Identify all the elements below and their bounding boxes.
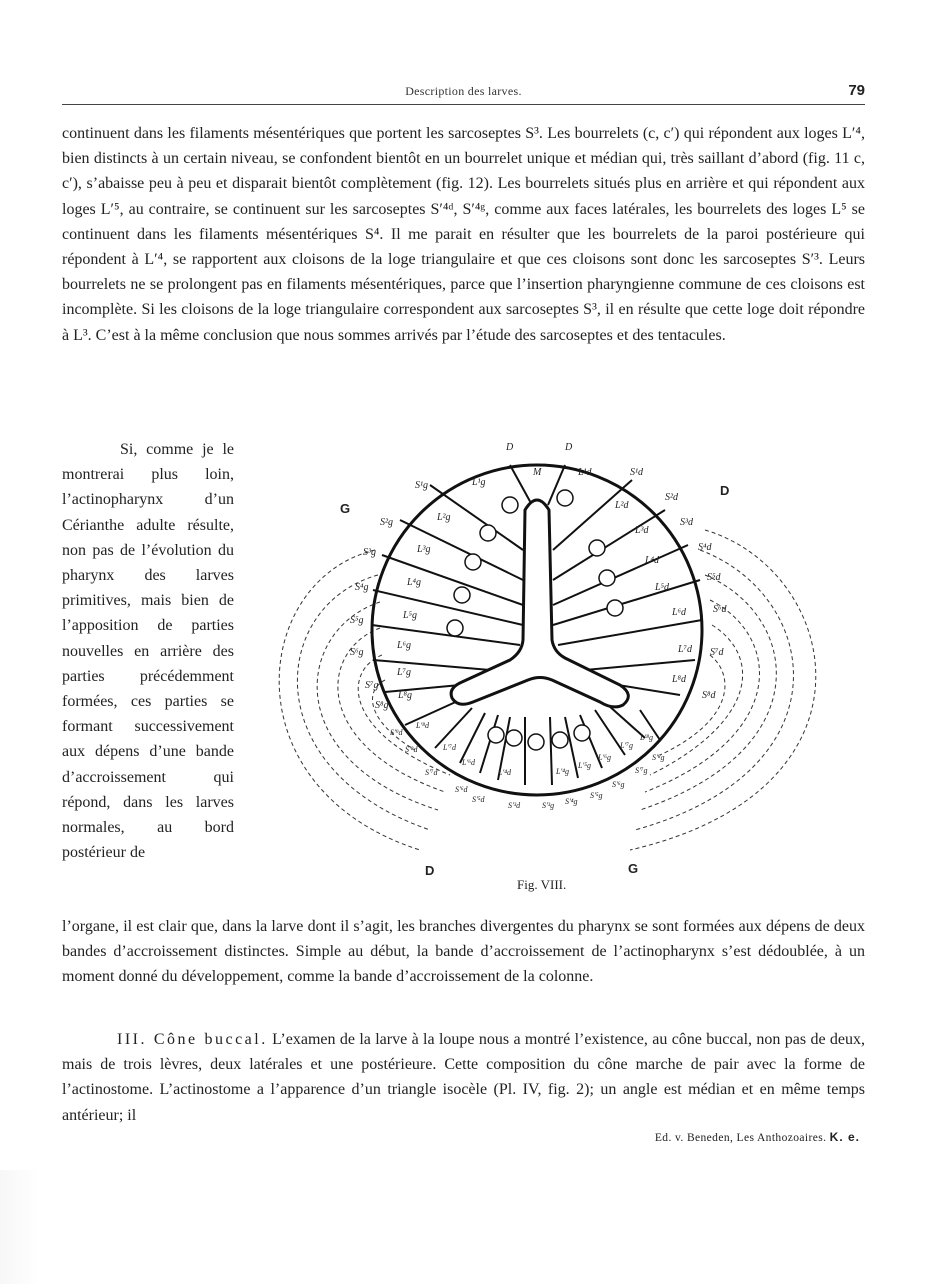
svg-text:L′⁵g: L′⁵g: [578, 761, 591, 770]
svg-text:S⁴g: S⁴g: [355, 582, 369, 593]
svg-text:L⁴d: L⁴d: [645, 555, 660, 566]
svg-text:D: D: [506, 442, 514, 453]
svg-text:L³d: L³d: [635, 525, 649, 536]
svg-text:S³g: S³g: [363, 547, 376, 558]
pharynx-outline: [451, 500, 628, 707]
svg-text:S′⁹d: S′⁹d: [390, 728, 403, 737]
label-bottom-left-d: D: [425, 863, 435, 878]
svg-text:L⁶g: L⁶g: [397, 640, 412, 651]
svg-text:L⁶d: L⁶d: [672, 607, 687, 618]
svg-text:S³d: S³d: [680, 517, 693, 528]
svg-text:L′⁶d: L′⁶d: [462, 758, 475, 767]
figure-small-labels: [390, 721, 665, 810]
footer-signature-mark: K. e.: [829, 1130, 860, 1144]
label-bottom-right-g: G: [628, 861, 639, 876]
svg-text:S′⁵d: S′⁵d: [472, 795, 485, 804]
running-title: Description des larves.: [405, 84, 522, 98]
svg-text:L¹d: L¹d: [578, 467, 592, 478]
svg-text:S¹d: S¹d: [630, 467, 643, 478]
svg-text:L′⁴g: L′⁴g: [556, 767, 569, 776]
svg-text:S⁷g: S⁷g: [365, 680, 379, 691]
paragraph-2-wrapped-text: Si, comme je le montrerai plus loin, l’actinopharynx d’un Cérianthe adulte résulte, non pas de l’évolution du pharynx des larves primitives, mais bien de l’apposition de parties nouvelles en arrière des parties précédemment formées, ces parties se formant successivement aux dépens d’une bande d’accroissement qui répond, dans les larves normales, au bord postérieur de: [62, 441, 234, 862]
paragraph-3-text: L’examen de la larve à la loupe nous a montré l’existence, au cône buccal, non pas de deux, mais de trois lèvres, deux latérales et une postérieure. Cette composition du cône marche de pair avec la forme de l’actinostome. L’actinostome a l’apparence d’un triangle isocèle (Pl. IV, fig. 2); un angle est médian et en même temps antérieur; il: [62, 1031, 866, 1124]
svg-text:S′³g: S′³g: [542, 801, 555, 810]
svg-text:S⁴d: S⁴d: [698, 542, 712, 553]
svg-text:L²g: L²g: [437, 512, 451, 523]
label-top-right-d: D: [720, 483, 730, 498]
footer-credit-text: Ed. v. Beneden, Les Anthozoaires.: [654, 1132, 827, 1144]
svg-text:S⁵d: S⁵d: [707, 572, 721, 583]
svg-text:L′⁸d: L′⁸d: [416, 721, 429, 730]
svg-text:S′⁷d: S′⁷d: [425, 768, 438, 777]
svg-text:L⁵g: L⁵g: [403, 610, 418, 621]
svg-text:L¹g: L¹g: [472, 477, 486, 488]
svg-text:S⁵g: S⁵g: [350, 615, 364, 626]
svg-text:L′⁴d: L′⁴d: [498, 768, 511, 777]
svg-text:S′³d: S′³d: [508, 801, 521, 810]
figure-viii: [240, 430, 865, 905]
svg-text:L′⁶g: L′⁶g: [598, 753, 611, 762]
svg-text:L⁸d: L⁸d: [672, 674, 687, 685]
running-header: [62, 84, 865, 105]
svg-text:S⁶g: S⁶g: [350, 647, 364, 658]
svg-text:S⁸g: S⁸g: [375, 700, 389, 711]
paragraph-2-continued: l’organe, il est clair que, dans la larve dont il s’agit, les branches divergentes du pharynx se sont formées aux dépens de deux bandes d’accroissement distinctes. Simple au début, la bande d’accroissement de l’actinopharynx s’est dédoublée, à un moment donné du développement, comme la bande d’accroissement de la colonne.: [62, 918, 865, 986]
figure-caption: Fig. VIII.: [517, 877, 567, 892]
svg-text:L⁷d: L⁷d: [678, 644, 693, 655]
svg-text:S⁶d: S⁶d: [713, 604, 727, 615]
footer-credit: [655, 1130, 860, 1144]
svg-text:S′⁷g: S′⁷g: [635, 766, 648, 775]
paragraph-3: [62, 1027, 865, 1128]
svg-text:S′⁶d: S′⁶d: [455, 785, 468, 794]
svg-text:S²g: S²g: [380, 517, 393, 528]
svg-text:L⁸g: L⁸g: [398, 690, 413, 701]
page-number: 79: [848, 82, 865, 99]
svg-text:L⁵d: L⁵d: [655, 582, 670, 593]
svg-text:L′⁷d: L′⁷d: [443, 743, 456, 752]
svg-text:L⁴g: L⁴g: [407, 577, 422, 588]
svg-text:L²d: L²d: [615, 500, 629, 511]
scan-shadow: [0, 1170, 40, 1284]
svg-text:S′⁸d: S′⁸d: [405, 745, 418, 754]
svg-text:D: D: [565, 442, 573, 453]
svg-text:S′⁴g: S′⁴g: [565, 797, 578, 806]
svg-text:L′⁸g: L′⁸g: [640, 733, 653, 742]
septa-diagram: [240, 430, 865, 905]
label-top-left-g: G: [340, 501, 351, 516]
svg-text:S²d: S²d: [665, 492, 678, 503]
svg-text:S′⁵g: S′⁵g: [590, 791, 603, 800]
svg-text:S⁷d: S⁷d: [710, 647, 724, 658]
section-heading: III. Cône buccal.: [117, 1031, 268, 1048]
svg-text:S′⁶g: S′⁶g: [612, 780, 625, 789]
svg-text:L′⁷g: L′⁷g: [620, 741, 633, 750]
svg-text:S⁸d: S⁸d: [702, 690, 716, 701]
svg-text:M: M: [533, 467, 542, 478]
svg-text:S¹g: S¹g: [415, 480, 428, 491]
svg-text:S′⁸g: S′⁸g: [652, 753, 665, 762]
paragraph-1: continuent dans les filaments mésentériques que portent les sarcoseptes S³. Les bourrelets (c, c′) qui répondent aux loges L′⁴, bien distincts à un certain niveau, se confondent bientôt en un bourrelet unique et médian qui, très saillant d’abord (fig. 11 c, c′), s’abaisse peu à peu et disparait bientôt complètement (fig. 12). Les bourrelets situés plus en arrière et qui répondent aux loges L′⁵, au contraire, se continuent sur les sarcoseptes S′⁴ᵈ, S′⁴ᵍ, comme aux faces latérales, les bourrelets des loges L⁵ se continuent dans les filaments mésentériques S⁴. Il me parait en résulter que les bourrelets de la paroi postérieure qui répondent à L′⁴, se rapportent aux cloisons de la loge triangulaire et que ces cloisons sont donc les sarcoseptes S′³. Leurs bourrelets ne se prolongent pas en filaments mésentériques, parce que l’insertion pharyngienne commune de ces cloisons est incomplète. Si les cloisons de la loge triangulaire correspondent aux sarcoseptes S³, il en résulte que cette loge doit répondre à L³. C’est à la même conclusion que nous sommes arrivés par l’étude des sarcoseptes et des tentacules.: [62, 125, 865, 344]
svg-text:L³g: L³g: [417, 544, 431, 555]
svg-text:L⁷g: L⁷g: [397, 667, 412, 678]
